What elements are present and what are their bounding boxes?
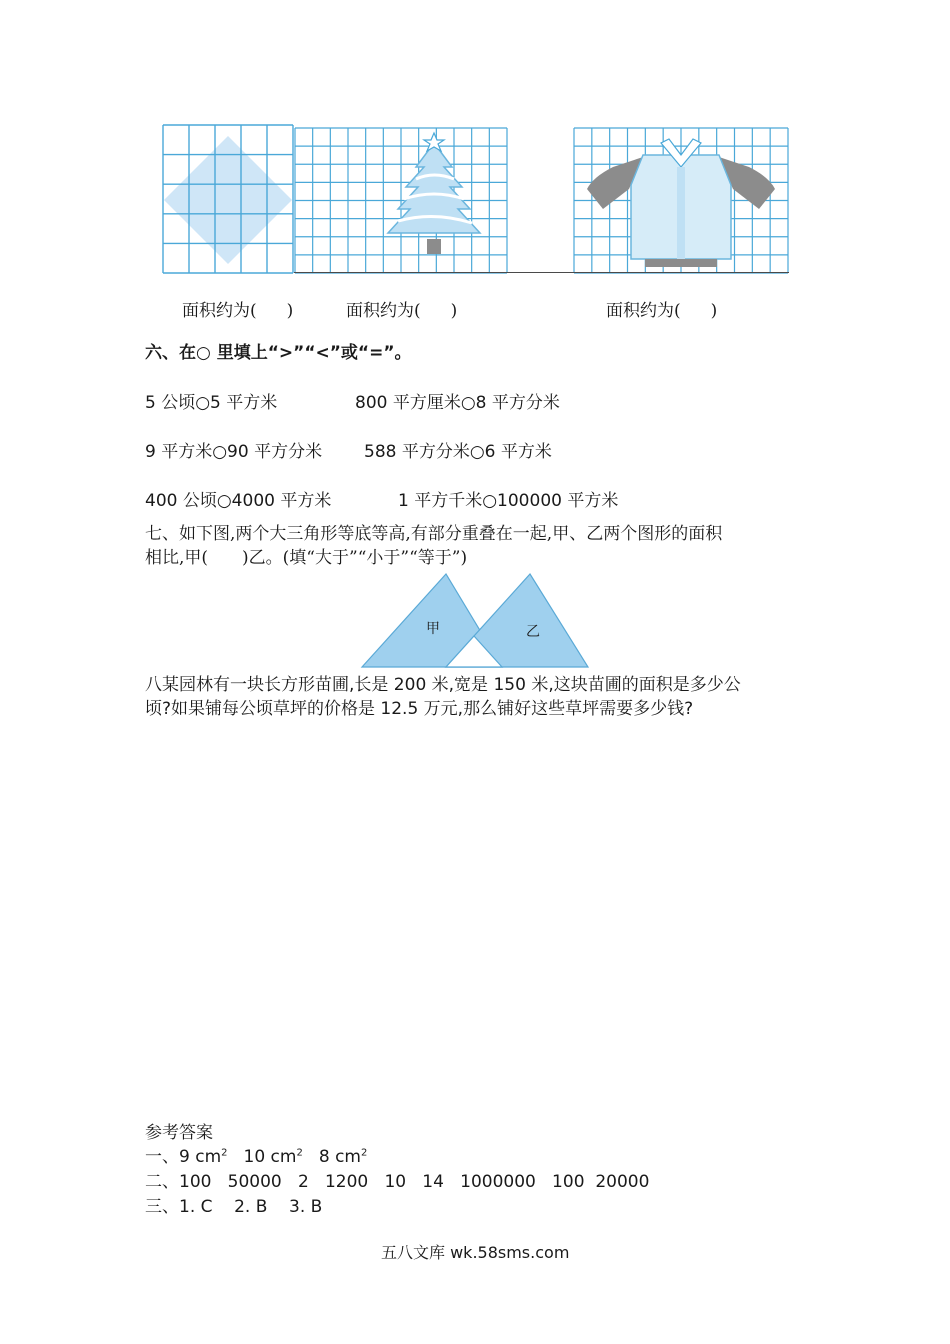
section8-line2: 顷?如果铺每公顷草坪的价格是 12.5 万元,那么铺好这些草坪需要多少钱? xyxy=(145,699,694,719)
answers-heading: 参考答案 xyxy=(145,1123,213,1143)
s6-item-3a: 400 公顷○4000 平方米 xyxy=(145,491,332,511)
area-label-3: 面积约为( ) xyxy=(606,301,718,321)
answer-1: 一、9 $cm^2$ 10 $cm^2$ 8 $cm^2$ xyxy=(145,1147,368,1167)
answer-2: 二、100 50000 2 1200 10 14 1000000 100 20000 xyxy=(145,1172,650,1192)
footer-watermark: 五八文库 wk.58sms.com xyxy=(381,1243,570,1262)
section8-line1: 八某园林有一块长方形苗圃,长是 200 米,宽是 150 米,这块苗圃的面积是多少公 xyxy=(145,675,741,695)
area-label-2: 面积约为( ) xyxy=(346,301,458,321)
triangles-diagram xyxy=(360,572,592,670)
grid-lines xyxy=(295,128,507,273)
figure-tree-grid xyxy=(294,127,508,274)
area-label-1: 面积约为( ) xyxy=(182,301,294,321)
s6-item-3b: 1 平方千米○100000 平方米 xyxy=(398,491,619,511)
s6-item-1a: 5 公顷○5 平方米 xyxy=(145,393,278,413)
christmas-tree-icon xyxy=(388,133,480,254)
answer-3: 三、1. C 2. B 3. B xyxy=(145,1197,323,1217)
section7-line2: 相比,甲( )乙。(填“大于”“小于”“等于”) xyxy=(145,548,468,568)
label-yi: 乙 xyxy=(526,624,540,640)
section6-title: 六、在○ 里填上“>”“<”或“=”。 xyxy=(145,343,412,363)
section7-line1: 七、如下图,两个大三角形等底等高,有部分重叠在一起,甲、乙两个图形的面积 xyxy=(145,524,723,544)
s6-item-1b: 800 平方厘米○8 平方分米 xyxy=(355,393,560,413)
figure-diamond-grid xyxy=(162,124,294,274)
s6-item-2a: 9 平方米○90 平方分米 xyxy=(145,442,323,462)
label-jia: 甲 xyxy=(426,621,440,637)
s6-item-2b: 588 平方分米○6 平方米 xyxy=(364,442,552,462)
jacket-icon xyxy=(587,139,775,267)
figure-baseline xyxy=(294,272,789,273)
figure-jacket-grid xyxy=(573,127,789,274)
